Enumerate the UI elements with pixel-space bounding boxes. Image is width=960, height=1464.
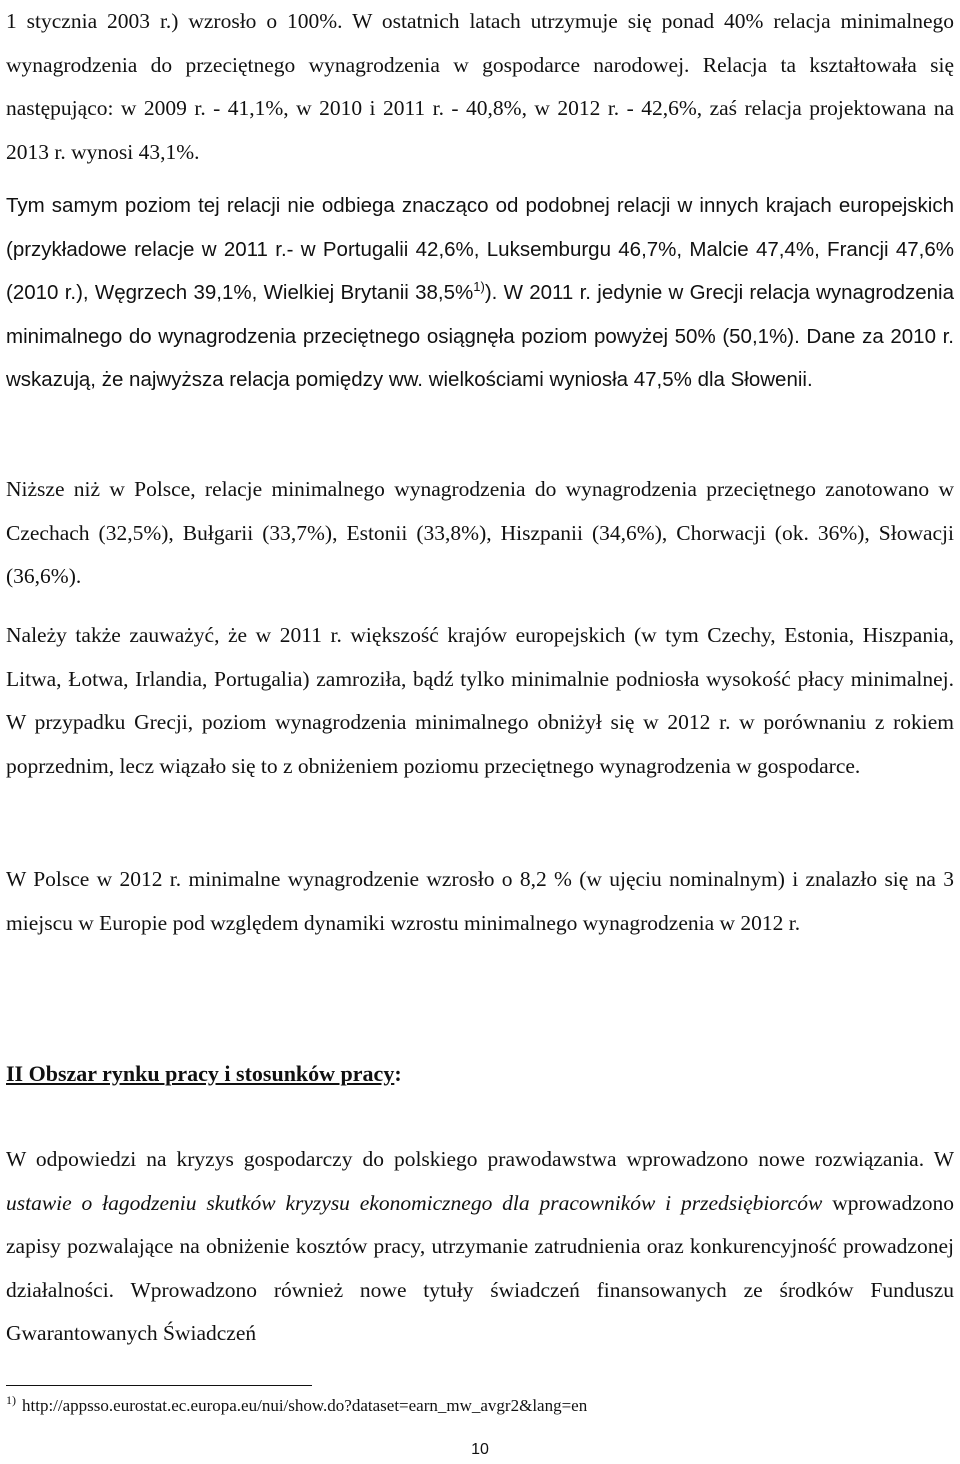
paragraph-text: ). W 2011 r. jedynie w Grecji relacja wynagrodzenia minimalnego do wynagrodzenia przeciętnego osiągnęła poziom powyżej 50% (50,1%). Dane za 2010 r. wskazują, że najwyższa relacja pomiędzy ww. wielkościami wyniosła 47,5% dla Słowenii.: [6, 281, 954, 392]
paragraph-text: Należy także zauważyć, że w 2011 r. większość krajów europejskich (w tym Czechy, Estonia, Hiszpania, Litwa, Łotwa, Irlandia, Portugalia) zamroziła, bądź tylko minimalnie podniosła wysokość płacy minimalnej. W przypadku Grecji, poziom wynagrodzenia minimalnego obniżył się w 2012 r. w porównaniu z rokiem poprzednim, lecz wiązało się to z obniżeniem poziomu przeciętnego wynagrodzenia w gospodarce.: [6, 623, 954, 778]
paragraph-frozen-wages: [6, 614, 954, 788]
paragraph-text: Tym samym poziom tej relacji nie odbiega znacząco od podobnej relacji w innych krajach europejskich (przykładowe relacje w 2011 r.- w Portugalii 42,6%, Luksemburgu 46,7%, Malcie 47,4%, Francji 47,6% (2010 r.), Węgrzech 39,1%, Wielkiej Brytanii 38,5%: [6, 194, 954, 305]
footnote-link[interactable]: http://appsso.eurostat.ec.europa.eu/nui/show.do?dataset=earn_mw_avgr2&lang=en: [22, 1396, 588, 1415]
section-heading: [6, 1054, 402, 1094]
footnote: [6, 1393, 587, 1419]
paragraph-text: 1 stycznia 2003 r.) wzrosło o 100%. W ostatnich latach utrzymuje się ponad 40% relacja minimalnego wynagrodzenia do przeciętnego wynagrodzenia w gospodarce narodowej. Relacja ta kształtowała się następująco: w 2009 r. - 41,1%, w 2010 i 2011 r. - 40,8%, w 2012 r. - 42,6%, zaś relacja projektowana na 2013 r. wynosi 43,1%.: [6, 9, 954, 164]
section-heading-text: II Obszar rynku pracy i stosunków pracy: [6, 1061, 395, 1086]
paragraph-minimum-wage-relation: [6, 0, 954, 174]
footnote-mark: 1): [6, 1393, 16, 1408]
footnote-separator: [6, 1385, 312, 1386]
paragraph-european-comparison: [6, 184, 954, 402]
paragraph-text: W Polsce w 2012 r. minimalne wynagrodzenie wzrosło o 8,2 % (w ujęciu nominalnym) i znalazło się na 3 miejscu w Europie pod względem dynamiki wzrostu minimalnego wynagrodzenia w 2012 r.: [6, 867, 954, 935]
paragraph-text: wprowadzono zapisy pozwalające na obniżenie kosztów pracy, utrzymanie zatrudnienia oraz konkurencyjność prowadzonej działalności. Wprowadzono również nowe tytuły świadczeń finansowanych ze środków Funduszu Gwarantowanych Świadczeń: [6, 1190, 954, 1345]
section-heading-suffix: :: [394, 1061, 402, 1086]
paragraph-text: W odpowiedzi na kryzys gospodarczy do polskiego prawodawstwa wprowadzono nowe rozwiązania. W: [6, 1147, 954, 1171]
paragraph-lower-relations: [6, 468, 954, 599]
paragraph-crisis-response: [6, 1138, 954, 1356]
footnote-reference[interactable]: 1): [473, 279, 485, 295]
paragraph-poland-2012: [6, 858, 954, 945]
act-title: ustawie o łagodzeniu skutków kryzysu ekonomicznego dla pracowników i przedsiębiorców: [6, 1190, 823, 1215]
page-number: 10: [471, 1441, 489, 1458]
paragraph-text: Niższe niż w Polsce, relacje minimalnego wynagrodzenia do wynagrodzenia przeciętnego zanotowano w Czechach (32,5%), Bułgarii (33,7%), Estonii (33,8%), Hiszpanii (34,6%), Chorwacji (ok. 36%), Słowacji (36,6%).: [6, 477, 954, 588]
